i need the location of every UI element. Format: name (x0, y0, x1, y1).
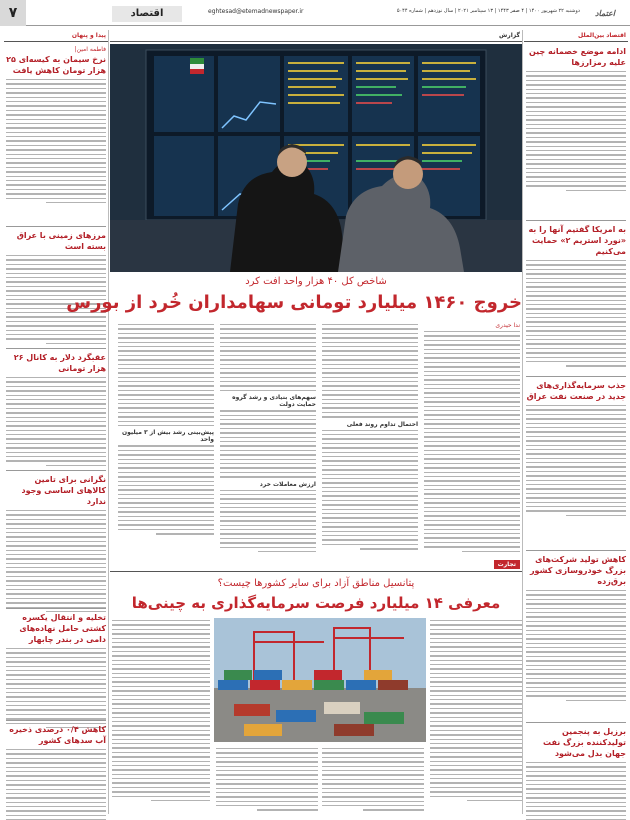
right-column (524, 30, 628, 814)
main-story-subhead: ارزش معاملات خرد (259, 480, 316, 488)
dateline: دوشنبه ۲۲ شهریور ۱۴۰۰ | ۴ صفر ۱۴۴۳ | ۱۳ سپتامبر ۲۰۲۱ | سال نوزدهم | شماره ۵۰۴۴ (396, 8, 580, 14)
main-body-column-4 (118, 322, 214, 538)
section-tab: اقتصاد (112, 6, 182, 22)
story-divider (6, 720, 106, 721)
left-column (4, 30, 108, 814)
story-body (526, 762, 626, 820)
left-story-3[interactable] (6, 352, 106, 469)
left-story-4[interactable] (6, 474, 106, 615)
right-story-1[interactable] (526, 46, 626, 194)
second-story-headline[interactable]: معرفی ۱۴ میلیارد فرصت سرمایه‌گذاری به چینی‌ها (131, 594, 501, 612)
left-story-1[interactable] (6, 46, 106, 206)
main-story-subhead: سهم‌های بنیادی و رشد گروه حمایت دولت (232, 394, 316, 409)
left-story-6[interactable] (6, 724, 106, 820)
right-story-4[interactable] (526, 554, 626, 704)
story-title[interactable]: جذب سرمایه‌گذاری‌های جدید در صنعت نفت عراق (526, 381, 626, 401)
story-title[interactable]: نرخ سیمان به کیسه‌ای ۲۵ هزار تومان کاهش یافت (6, 55, 106, 75)
second-story-kicker: پتانسیل مناطق آزاد برای سایر کشورها چیست؟ (217, 578, 415, 589)
left-story-5[interactable] (6, 612, 106, 731)
second-section-label: تجارت (494, 560, 520, 569)
story-divider (6, 470, 106, 471)
story-body (6, 79, 106, 203)
story-title[interactable]: برزیل به پنجمین تولیدکننده بزرگ نفت جهان بدل می‌شود (542, 727, 626, 758)
story-divider (526, 220, 626, 221)
story-title[interactable]: تخلیه و انتقال یکسره کشتی حامل نهاده‌های دامی در بندر چابهار (19, 613, 106, 644)
right-story-3[interactable] (526, 380, 626, 519)
masthead (0, 0, 630, 26)
story-body (6, 510, 106, 612)
story-body (6, 749, 106, 820)
story-title[interactable]: کاهش ۰/۴ درصدی ذخیره آب سدهای کشور (9, 725, 106, 745)
main-body-column-2 (322, 322, 418, 553)
stock-board-illustration (110, 44, 522, 272)
story-body (526, 405, 626, 516)
story-title[interactable]: مرزهای زمینی با عراق بسته است (16, 231, 106, 251)
main-story-headline[interactable]: خروج ۱۴۶۰ میلیارد تومانی سهامداران خُرد از بورس (66, 292, 522, 313)
story-divider (6, 608, 106, 609)
stock-exchange-board-photo[interactable] (110, 44, 522, 272)
column-rule-left (108, 30, 109, 814)
story-body (526, 590, 626, 701)
main-story-subhead: پیش‌بینی رشد بیش از ۳ میلیون واحد (122, 429, 214, 444)
left-story-2[interactable] (6, 230, 106, 347)
story-body (526, 71, 626, 191)
story-divider (6, 226, 106, 227)
left-section-label: پیدا و پنهان (4, 30, 108, 42)
main-story-kicker: شاخص کل ۴۰ هزار واحد افت کرد (245, 276, 387, 287)
story-divider (526, 376, 626, 377)
story-title[interactable]: به امریکا گفتیم آنها را به «نورد استریم ۲» حمایت می‌کنیم (528, 225, 626, 256)
story-divider (526, 722, 626, 723)
column-rule-right (522, 30, 523, 814)
story-title[interactable]: ادامه موضع خصمانه چین علیه رمزارزها (528, 47, 626, 67)
section-email[interactable]: eghtesad@etemadnewspaper.ir (208, 8, 304, 15)
main-body-column-3 (220, 322, 316, 555)
second-section-label-bar (110, 560, 522, 572)
story-title[interactable]: نگرانی برای تامین کالاهای اساسی وجود ندارد (21, 475, 106, 506)
second-story-body-left (110, 618, 212, 814)
port-illustration (214, 618, 426, 742)
main-story-byline: ندا حیدری (495, 322, 520, 329)
main-story-body (110, 322, 522, 552)
story-body (526, 260, 626, 367)
right-section-label: اقتصاد بین‌الملل (524, 30, 628, 42)
story-kicker: فاطمه امین| (74, 46, 106, 53)
right-story-2[interactable] (526, 224, 626, 370)
story-body (6, 648, 106, 728)
newspaper-logo: اعتماد (594, 8, 616, 18)
story-title[interactable]: عقبگرد دلار به کانال ۲۶ هزار تومانی (13, 353, 106, 373)
page-number: ۷ (0, 0, 26, 26)
main-story-subhead: احتمال تداوم روند فعلی (346, 420, 418, 428)
story-body (6, 377, 106, 466)
container-port-photo[interactable] (214, 618, 426, 742)
second-story-body-under-photo (214, 746, 426, 814)
top-section-label: گزارش (110, 30, 522, 42)
story-divider (6, 348, 106, 349)
story-title[interactable]: کاهش تولید شرکت‌های بزرگ خودروسازی کشور برق‌زده (529, 555, 626, 586)
main-body-column-1 (424, 322, 520, 555)
right-story-5[interactable] (526, 726, 626, 820)
second-story-body-right (428, 618, 522, 814)
story-divider (526, 550, 626, 551)
